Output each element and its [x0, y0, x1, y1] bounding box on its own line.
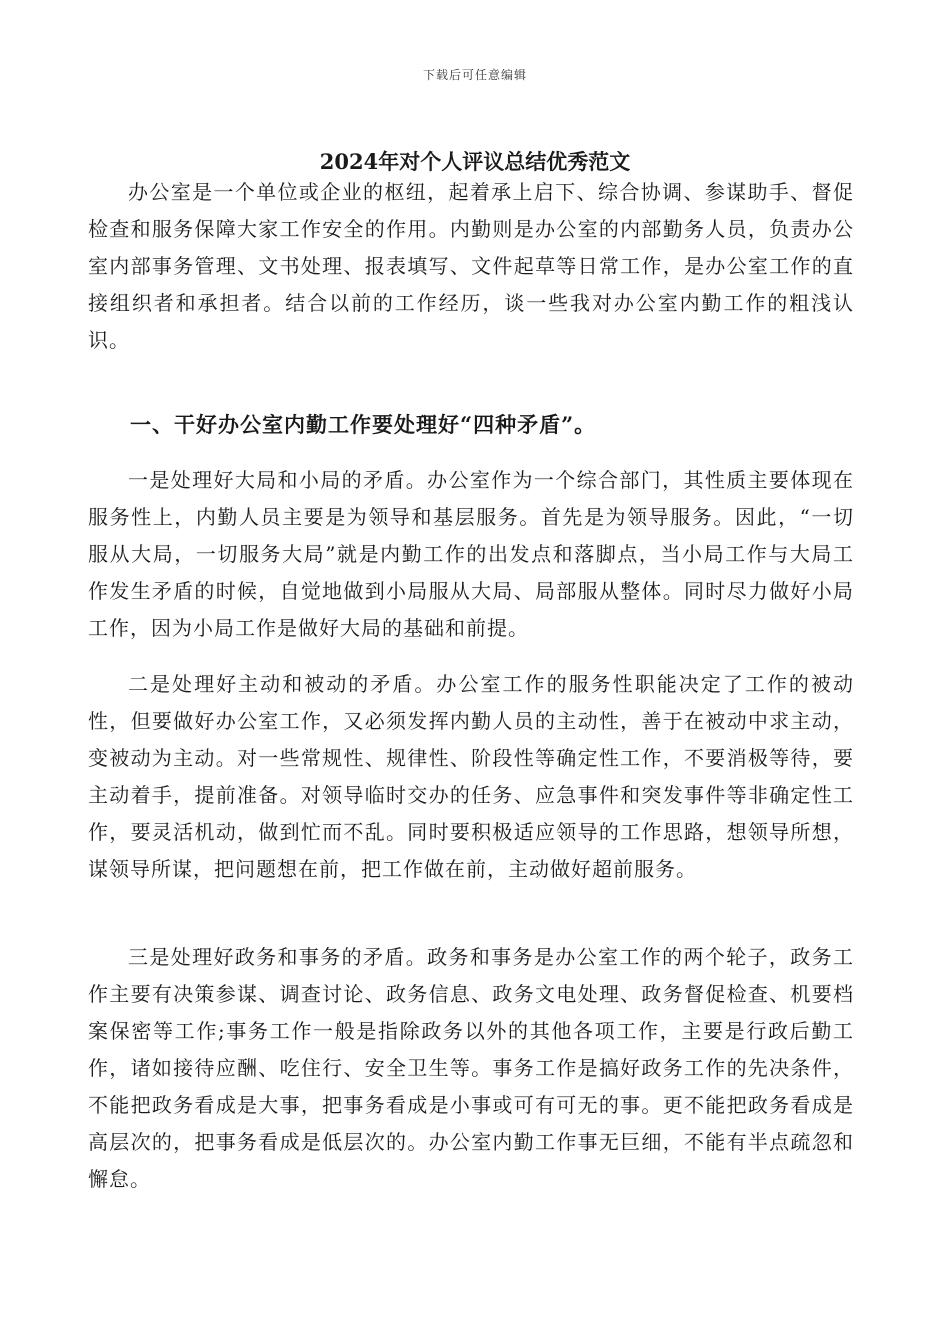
paragraph-2 — [88, 666, 854, 888]
paragraph-1 — [88, 462, 854, 647]
intro-paragraph — [88, 174, 854, 359]
paragraph-text: 一是处理好大局和小局的矛盾。办公室作为一个综合部门，其性质主要体现在服务性上，内勤人员主要是为领导和基层服务。首先是为领导服务。因此，“一切服从大局，一切服务大局”就是内勤工作的出发点和落脚点，当小局工作与大局工作发生矛盾的时候，自觉地做到小局服从大局、局部服从整体。同时尽力做好小局工作，因为小局工作是做好大局的基础和前提。 — [88, 468, 854, 640]
section-heading: 一、干好办公室内勤工作要处理好“四种矛盾”。 — [130, 412, 597, 437]
document-title: 2024年对个人评议总结优秀范文 — [319, 149, 631, 174]
paragraph-text: 办公室是一个单位或企业的枢纽，起着承上启下、综合协调、参谋助手、督促检查和服务保障大家工作安全的作用。内勤则是办公室的内部勤务人员，负责办公室内部事务管理、文书处理、报表填写、文件起草等日常工作，是办公室工作的直接组织者和承担者。结合以前的工作经历，谈一些我对办公室内勤工作的粗浅认识。 — [88, 180, 854, 352]
header-note: 下载后可任意编辑 — [422, 68, 527, 82]
paragraph-3 — [88, 939, 854, 1198]
paragraph-text: 三是处理好政务和事务的矛盾。政务和事务是办公室工作的两个轮子，政务工作主要有决策参谋、调查讨论、政务信息、政务文电处理、政务督促检查、机要档案保密等工作;事务工作一般是指除政务以外的其他各项工作，主要是行政后勤工作，诸如接待应酬、吃住行、安全卫生等。事务工作是搞好政务工作的先决条件，不能把政务看成是大事，把事务看成是小事或可有可无的事。更不能把政务看成是高层次的，把事务看成是低层次的。办公室内勤工作事无巨细，不能有半点疏忽和懈怠。 — [88, 945, 854, 1191]
paragraph-text: 二是处理好主动和被动的矛盾。办公室工作的服务性职能决定了工作的被动性，但要做好办公室工作，又必须发挥内勤人员的主动性，善于在被动中求主动，变被动为主动。对一些常规性、规律性、阶段性等确定性工作，不要消极等待，要主动着手，提前准备。对领导临时交办的任务、应急事件和突发事件等非确定性工作，要灵活机动，做到忙而不乱。同时要积极适应领导的工作思路，想领导所想，谋领导所谋，把问题想在前，把工作做在前，主动做好超前服务。 — [88, 672, 854, 881]
